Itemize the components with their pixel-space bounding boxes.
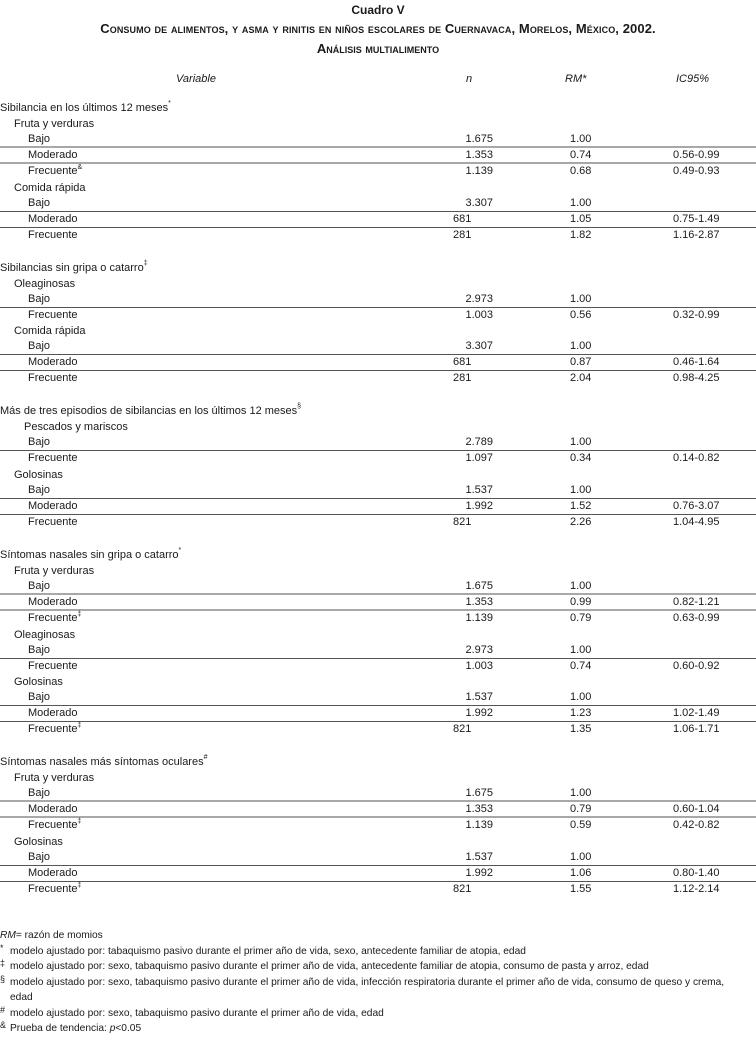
row-label-text: Bajo <box>28 436 51 449</box>
food-group-title: Golosinas <box>14 835 63 848</box>
footnote-mark: ‡ <box>77 881 82 889</box>
column-header-ic95: IC95% <box>676 73 710 85</box>
food-group-title: Comida rápida <box>14 181 86 194</box>
cell-rm: 1.82 <box>570 228 592 241</box>
row-label-text: Bajo <box>28 196 51 209</box>
cell-n: 2.973 <box>465 643 493 656</box>
cell-ic95: 0.14-0.82 <box>673 452 720 465</box>
row-label-text: Frecuente <box>28 723 78 736</box>
row-label <box>28 515 78 530</box>
row-label <box>28 228 78 243</box>
cell-rm: 1.05 <box>570 212 592 225</box>
cell-n: 1.353 <box>465 803 493 816</box>
food-group-title: Fruta y verduras <box>14 564 95 577</box>
cell-rm: 1.00 <box>570 340 592 353</box>
row-label-text: Bajo <box>28 850 51 863</box>
cell-rm: 1.00 <box>570 643 592 656</box>
cell-n: 1.537 <box>465 850 493 863</box>
footnotes <box>0 928 756 1037</box>
table-number: Cuadro V <box>351 3 405 17</box>
cell-ic95: 0.49-0.93 <box>673 165 720 177</box>
footnote-mark: § <box>297 403 302 411</box>
footnote-section <box>0 975 756 1006</box>
p-value: <0.05 <box>115 1023 142 1034</box>
table-row <box>0 515 756 531</box>
cell-rm: 1.00 <box>570 850 592 863</box>
row-label-text: Frecuente <box>28 882 78 895</box>
footnote-double-dagger <box>0 959 756 975</box>
rm-definition: = razón de momios <box>15 930 103 941</box>
cell-ic95: 0.98-4.25 <box>673 372 720 385</box>
row-label-text: Bajo <box>28 643 51 656</box>
cell-n: 1.003 <box>465 308 493 321</box>
cell-ic95: 0.60-1.04 <box>673 803 720 816</box>
table-row <box>0 371 756 387</box>
cell-rm: 1.23 <box>570 707 592 720</box>
table-row <box>0 595 756 611</box>
cell-ic95: 0.46-1.64 <box>673 356 720 369</box>
cell-ic95: 0.56-0.99 <box>673 149 720 161</box>
table-row <box>0 292 756 308</box>
cell-rm: 0.87 <box>570 356 592 369</box>
cell-rm: 1.00 <box>570 133 592 145</box>
row-label-text: Frecuente <box>28 228 78 241</box>
row-label-text: Frecuente <box>28 452 78 465</box>
table-row <box>0 706 756 722</box>
cell-rm: 0.34 <box>570 452 592 465</box>
table-row <box>0 659 756 675</box>
cell-rm: 0.74 <box>570 659 592 672</box>
footnote-text: Prueba de tendencia: <box>10 1023 110 1034</box>
cell-n: 1.992 <box>465 707 493 720</box>
row-label-text: Moderado <box>28 499 78 512</box>
outcome-section <box>0 260 756 388</box>
row-label-text: Moderado <box>28 356 78 369</box>
table-row <box>0 483 756 499</box>
cell-rm: 1.00 <box>570 436 592 449</box>
section-title <box>0 260 756 276</box>
cell-n: 1.537 <box>465 483 493 496</box>
cell-n: 2.973 <box>465 292 493 305</box>
cell-ic95: 1.02-1.49 <box>673 707 720 720</box>
row-label-text: Moderado <box>28 212 78 225</box>
table-row <box>0 212 756 228</box>
footnote-mark: & <box>0 1020 7 1030</box>
cell-n: 1.353 <box>465 595 493 608</box>
cell-n: 1.139 <box>465 165 493 177</box>
row-label-text: Frecuente <box>28 308 78 321</box>
cell-rm: 0.59 <box>570 819 592 832</box>
outcome-section <box>0 754 756 898</box>
table-row <box>0 451 756 467</box>
row-label-text: Moderado <box>28 707 78 720</box>
cell-n: 681 <box>453 356 472 369</box>
table-row <box>0 164 756 180</box>
cell-rm: 2.04 <box>570 372 592 385</box>
footnote-mark: * <box>178 546 182 554</box>
cell-ic95: 0.42-0.82 <box>673 819 720 832</box>
column-header-n: n <box>466 73 473 85</box>
footnote-text: modelo ajustado por: sexo, tabaquismo pasivo durante el primer año de vida, edad <box>10 1007 384 1019</box>
row-label <box>28 212 78 227</box>
section-title <box>0 403 756 419</box>
cell-n: 821 <box>453 882 472 895</box>
cell-rm: 1.55 <box>570 882 592 895</box>
table-row <box>0 132 756 148</box>
cell-ic95: 0.75-1.49 <box>673 212 720 225</box>
cell-rm: 0.68 <box>570 165 592 177</box>
cell-rm: 0.56 <box>570 308 592 321</box>
cell-rm: 0.99 <box>570 595 592 608</box>
footnote-mark: ‡ <box>77 818 82 826</box>
food-group-title: Golosinas <box>14 676 63 689</box>
footnote-ampersand <box>0 1021 756 1037</box>
column-header-rm: RM* <box>565 73 587 85</box>
food-group-title: Fruta y verduras <box>14 772 95 785</box>
section-title <box>0 754 756 770</box>
cell-rm: 1.00 <box>570 292 592 305</box>
cell-rm: 1.00 <box>570 483 592 496</box>
cell-n: 281 <box>453 228 472 241</box>
row-label-text: Bajo <box>28 292 51 305</box>
column-header-row <box>0 70 756 88</box>
row-label-text: Moderado <box>28 595 78 608</box>
footnote-asterisk <box>0 944 756 960</box>
footnote-mark: § <box>0 973 6 984</box>
column-header-variable: Variable <box>176 73 216 85</box>
row-label <box>28 355 78 370</box>
outcome-section <box>0 403 756 531</box>
section-title-text: Síntomas nasales sin gripa o catarro <box>0 548 179 561</box>
table-subtitle: Análisis multialimento <box>316 41 440 56</box>
table-row <box>0 818 756 834</box>
section-title-text: Sibilancias sin gripa o catarro <box>0 261 144 274</box>
footnote-mark: * <box>168 100 171 107</box>
cell-ic95: 0.32-0.99 <box>673 308 720 321</box>
cell-n: 1.675 <box>465 579 493 592</box>
cell-n: 3.307 <box>465 340 493 353</box>
cell-n: 1.139 <box>465 819 493 832</box>
cell-n: 681 <box>453 212 472 225</box>
rm-abbreviation: RM <box>0 930 16 941</box>
table-row <box>0 196 756 212</box>
table-row <box>0 882 756 898</box>
food-group-title: Pescados y mariscos <box>24 421 128 434</box>
footnote-mark: ‡ <box>143 259 148 267</box>
table-row <box>0 499 756 515</box>
cell-rm: 0.74 <box>570 149 592 161</box>
cell-rm: 0.79 <box>570 803 592 816</box>
cell-n: 1.992 <box>465 866 493 879</box>
p-symbol: p <box>109 1023 116 1034</box>
cell-ic95: 0.82-1.21 <box>673 595 720 608</box>
footnote-mark: # <box>203 754 208 762</box>
food-group-title: Comida rápida <box>14 325 86 338</box>
cell-rm: 0.79 <box>570 611 592 624</box>
footnote-mark: ‡ <box>77 610 82 618</box>
cell-ic95: 1.06-1.71 <box>673 723 720 736</box>
table-row <box>0 611 756 627</box>
cell-n: 1.003 <box>465 659 493 672</box>
table-row <box>0 866 756 882</box>
table-row <box>0 786 756 802</box>
cell-ic95: 0.76-3.07 <box>673 499 720 512</box>
table-title: Consumo de alimentos, y asma y rinitis en niños escolares de Cuernavaca, Morelos, México, 2002. <box>100 21 656 36</box>
food-group-title: Oleaginosas <box>14 628 76 641</box>
footnote-mark: # <box>0 1004 6 1015</box>
footnote-text: modelo ajustado por: sexo, tabaquismo pasivo durante el primer año de vida, infección respiratoria durante el primer año de vida, consumo de queso y crema, <box>10 976 725 988</box>
table-row <box>0 802 756 818</box>
footnote-mark: * <box>0 942 4 953</box>
cell-n: 1.675 <box>465 787 493 800</box>
cell-n: 821 <box>453 515 472 528</box>
row-label-text: Frecuente <box>28 515 78 528</box>
cell-n: 1.537 <box>465 691 493 704</box>
section-title-text: Más de tres episodios de sibilancias en los últimos 12 meses <box>0 405 298 418</box>
food-group-title: Oleaginosas <box>14 277 76 290</box>
footnote-mark: & <box>77 164 83 171</box>
cell-ic95: 1.12-2.14 <box>673 882 720 895</box>
cell-n: 1.353 <box>465 149 493 161</box>
row-label-text: Bajo <box>28 133 51 145</box>
row-label <box>28 371 78 386</box>
row-label-text: Bajo <box>28 787 51 800</box>
row-label-text: Moderado <box>28 149 78 161</box>
table-row <box>0 148 756 164</box>
row-label-text: Moderado <box>28 866 78 879</box>
table-row <box>0 435 756 451</box>
row-label-text: Bajo <box>28 483 51 496</box>
cell-ic95: 0.63-0.99 <box>673 611 720 624</box>
section-title <box>0 100 756 116</box>
table-row <box>0 308 756 324</box>
section-title <box>0 547 756 563</box>
table-row <box>0 643 756 659</box>
outcome-section <box>0 100 756 244</box>
row-label-text: Frecuente <box>28 819 78 832</box>
food-group-title: Golosinas <box>14 468 63 481</box>
cell-n: 821 <box>453 723 472 736</box>
cell-n: 1.992 <box>465 499 493 512</box>
row-label <box>28 722 81 737</box>
cell-ic95: 0.60-0.92 <box>673 659 720 672</box>
cell-rm: 1.35 <box>570 723 592 736</box>
cell-n: 281 <box>453 372 472 385</box>
row-label-text: Bajo <box>28 340 51 353</box>
cell-n: 3.307 <box>465 196 493 209</box>
cell-rm: 1.06 <box>570 866 592 879</box>
table-row <box>0 850 756 866</box>
table-row <box>0 579 756 595</box>
cell-ic95: 0.80-1.40 <box>673 866 720 879</box>
footnote-text: modelo ajustado por: tabaquismo pasivo durante el primer año de vida, sexo, antecedente familiar de atopia, edad <box>10 945 526 957</box>
footnote-continuation: edad <box>10 992 33 1003</box>
table-row <box>0 228 756 244</box>
cell-ic95: 1.16-2.87 <box>673 228 720 241</box>
footnote-mark: ‡ <box>77 722 82 730</box>
cell-rm: 1.00 <box>570 787 592 800</box>
cell-n: 1.675 <box>465 133 493 145</box>
cell-n: 1.097 <box>465 452 493 465</box>
cell-rm: 2.26 <box>570 515 592 528</box>
row-label-text: Frecuente <box>28 611 78 624</box>
table-title-block <box>0 0 756 59</box>
cell-rm: 1.00 <box>570 579 592 592</box>
section-title-text: Síntomas nasales más síntomas oculares <box>0 756 204 769</box>
cell-rm: 1.00 <box>570 196 592 209</box>
table-row <box>0 722 756 738</box>
table-row <box>0 355 756 371</box>
row-label-text: Frecuente <box>28 165 78 177</box>
table-row <box>0 690 756 706</box>
results-table <box>0 100 756 914</box>
footnote-hash <box>0 1006 756 1022</box>
cell-ic95: 1.04-4.95 <box>673 515 720 528</box>
footnote-mark: ‡ <box>0 958 6 968</box>
row-label-text: Frecuente <box>28 659 78 672</box>
row-label-text: Bajo <box>28 579 51 592</box>
row-label-text: Bajo <box>28 691 51 704</box>
row-label-text: Frecuente <box>28 372 78 385</box>
outcome-section <box>0 547 756 738</box>
footnote-rm <box>0 928 756 944</box>
food-group-title: Fruta y verduras <box>14 118 95 130</box>
table-row <box>0 339 756 355</box>
cell-rm: 1.52 <box>570 499 592 512</box>
cell-n: 2.789 <box>465 436 493 449</box>
row-label <box>28 882 81 897</box>
cell-n: 1.139 <box>465 611 493 624</box>
footnote-text: modelo ajustado por: sexo, tabaquismo pasivo durante el primer año de vida, antecedente familiar de atopia, consumo de pasta y arroz, edad <box>10 961 649 972</box>
row-label-text: Moderado <box>28 803 78 816</box>
section-title-text: Sibilancia en los últimos 12 meses <box>0 102 169 114</box>
cell-rm: 1.00 <box>570 691 592 704</box>
